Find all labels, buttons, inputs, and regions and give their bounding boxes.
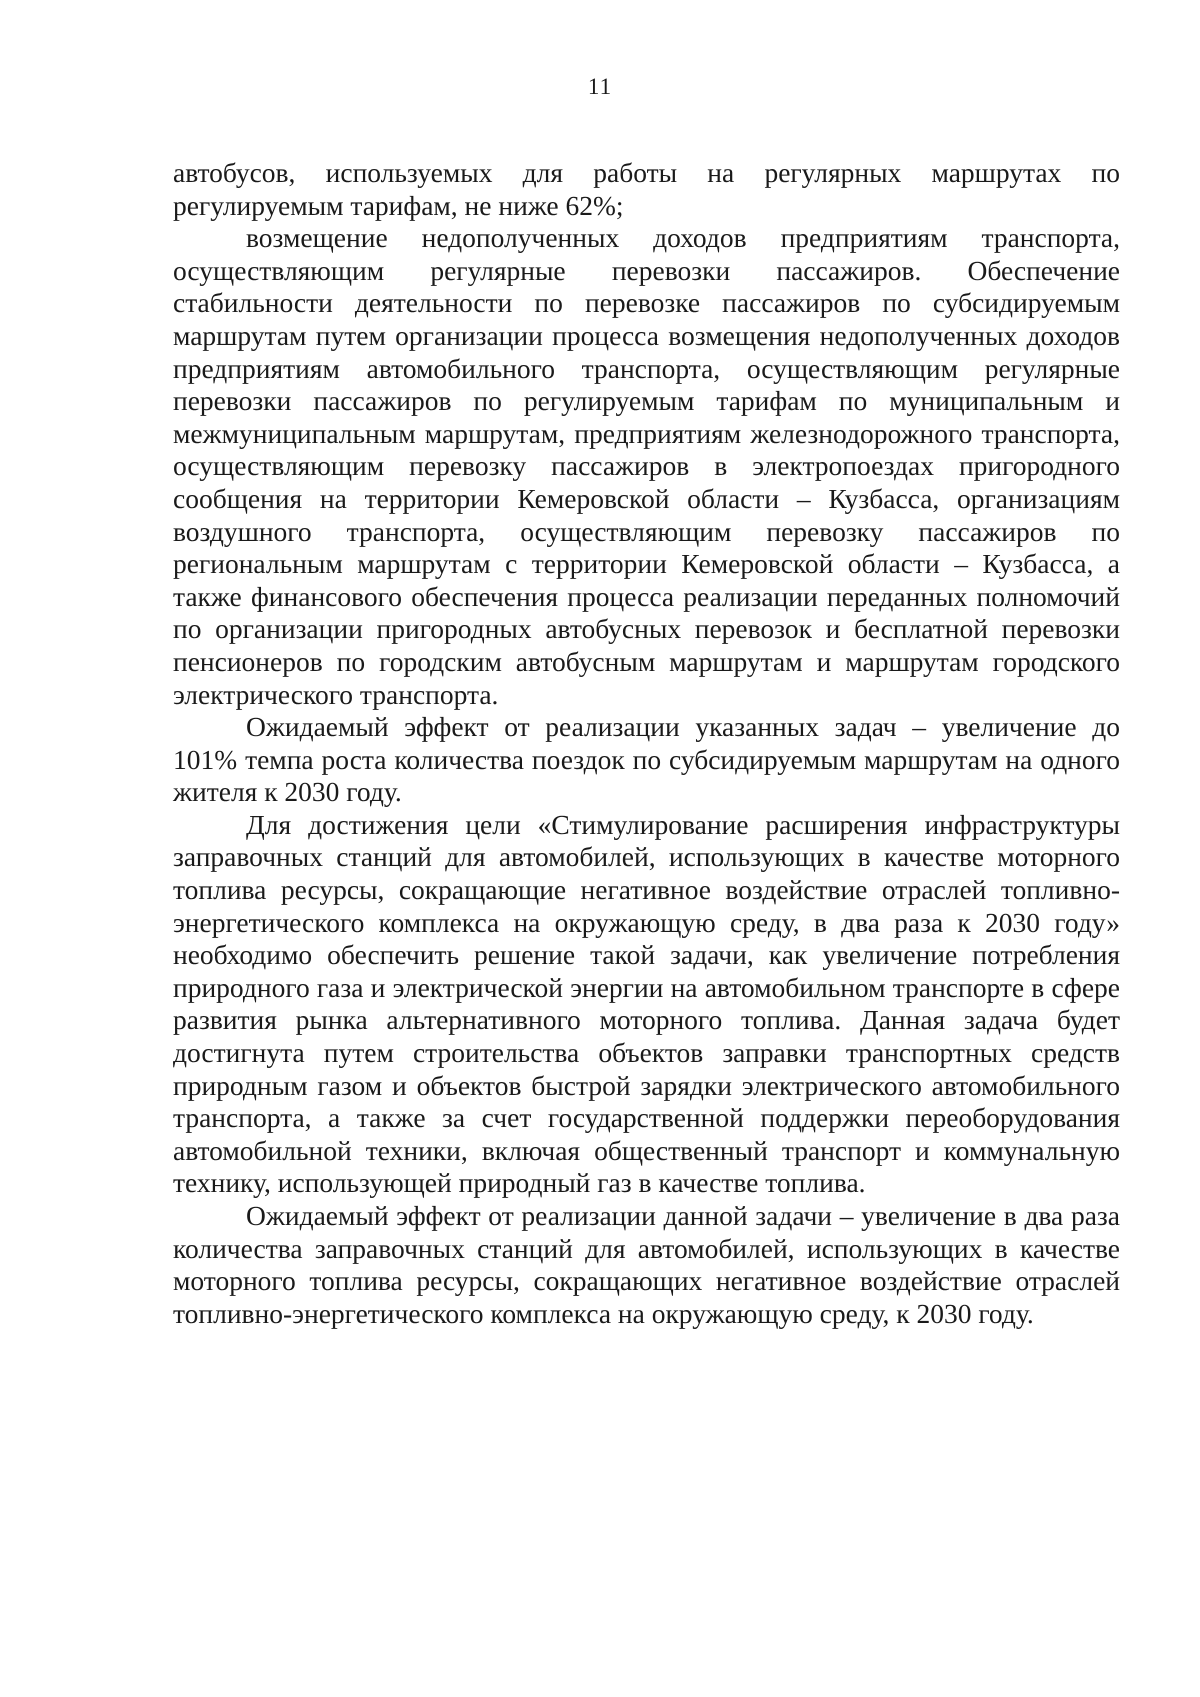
paragraph-2: возмещение недополученных доходов предприятиям транспорта, осуществляющим регулярные перевозки пассажиров. Обеспечение стабильности деятельности по перевозке пассажиров по субсидируемым маршрутам путем организации процесса возмещения недополученных доходов предприятиям автомобильного транспорта, осуществляющим регулярные перевозки пассажиров по регулируемым тарифам по муниципальным и межмуниципальным маршрутам, предприятиям железнодорожного транспорта, осуществляющим перевозку пассажиров в электропоездах пригородного сообщения на территории Кемеровской области – Кузбасса, организациям воздушного транспорта, осуществляющим перевозку пассажиров по региональным маршрутам с территории Кемеровской области – Кузбасса, а также финансового обеспечения процесса реализации переданных полномочий по организации пригородных автобусных перевозок и бесплатной перевозки пенсионеров по городским автобусным маршрутам и маршрутам городского электрического транспорта. (173, 222, 1120, 710)
paragraph-3: Ожидаемый эффект от реализации указанных задач – увеличение до 101% темпа роста количества поездок по субсидируемым маршрутам на одного жителя к 2030 году. (173, 711, 1120, 808)
paragraph-4: Для достижения цели «Стимулирование расширения инфраструктуры заправочных станций для автомобилей, использующих в качестве моторного топлива ресурсы, сокращающие негативное воздействие отраслей топливно-энергетического комплекса на окружающую среду, в два раза к 2030 году» необходимо обеспечить решение такой задачи, как увеличение потребления природного газа и электрической энергии на автомобильном транспорте в сфере развития рынка альтернативного моторного топлива. Данная задача будет достигнута путем строительства объектов заправки транспортных средств природным газом и объектов быстрой зарядки электрического автомобильного транспорта, а также за счет государственной поддержки переоборудования автомобильной техники, включая общественный транспорт и коммунальную технику, использующей природный газ в качестве топлива. (173, 808, 1120, 1199)
paragraph-1: автобусов, используемых для работы на регулярных маршрутах по регулируемым тарифам, не ниже 62%; (173, 157, 1120, 221)
page-number: 11 (587, 74, 613, 99)
paragraph-5: Ожидаемый эффект от реализации данной задачи – увеличение в два раза количества заправочных станций для автомобилей, использующих в качестве моторного топлива ресурсы, сокращающих негативное воздействие отраслей топливно-энергетического комплекса на окружающую среду, к 2030 году. (173, 1200, 1120, 1329)
document-body (173, 157, 1120, 1330)
